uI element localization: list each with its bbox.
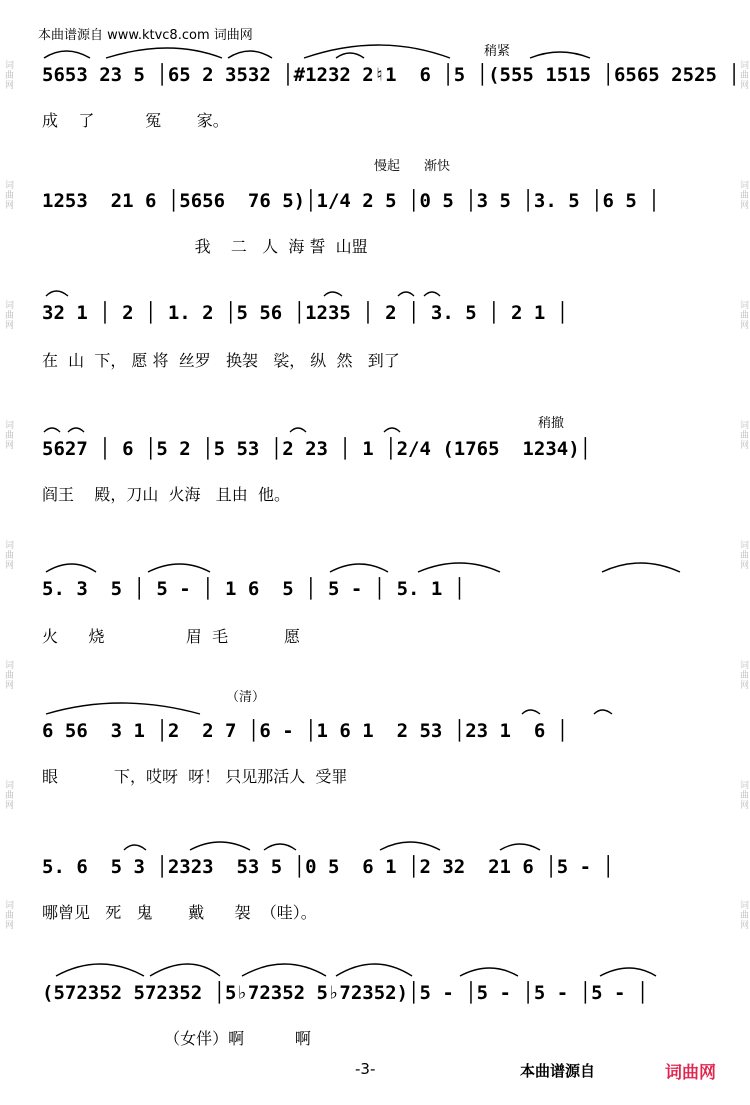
lyric-line-3: 在 山 下， 愿 将 丝罗 换袈 裟， 纵 然 到了 xyxy=(42,351,400,370)
watermark-left-8: 词曲网 xyxy=(3,900,13,930)
slur-arc xyxy=(324,292,342,296)
notation-line-7: 5. 6 5 3 │2323 53 5 │0 5 6 1 │2 32 21 6 │5 - │ xyxy=(42,856,614,878)
slur-arc xyxy=(190,842,250,850)
lyric-line-2: 我 二 人 海 誓 山盟 xyxy=(42,237,368,256)
slur-arc xyxy=(336,964,412,976)
slur-arc xyxy=(398,292,414,296)
watermark-left-1: 词曲网 xyxy=(3,60,13,90)
slur-arc xyxy=(106,48,222,58)
notation-line-4: 5627 │ 6 │5 2 │5 53 │2 23 │ 1 │2/4 (1765 1234)│ xyxy=(42,438,592,460)
watermark-right-8: 词曲网 xyxy=(738,900,748,930)
lyric-line-6: 眼 下，哎呀 呀！ 只见那活人 受罪 xyxy=(42,767,348,786)
slur-arc xyxy=(602,563,680,572)
slur-arc xyxy=(290,428,306,432)
lyric-line-1: 成 了 冤 家。 xyxy=(42,111,229,130)
slur-arc xyxy=(264,844,296,850)
watermark-right-4: 词曲网 xyxy=(738,420,748,450)
watermark-right-1: 词曲网 xyxy=(738,60,748,90)
slur-arc xyxy=(530,52,590,58)
slur-arc xyxy=(384,428,400,432)
notation-line-5: 5. 3 5 │ 5 - │ 1 6 5 │ 5 - │ 5. 1 │ xyxy=(42,578,466,600)
slur-arc xyxy=(424,292,440,296)
watermark-right-2: 词曲网 xyxy=(738,180,748,210)
watermark-right-6: 词曲网 xyxy=(738,660,748,690)
slur-arc xyxy=(68,428,84,432)
slur-arc xyxy=(242,964,326,976)
watermark-right-5: 词曲网 xyxy=(738,540,748,570)
watermark-left-2: 词曲网 xyxy=(3,180,13,210)
tempo-marking: 稍撤 xyxy=(538,416,565,431)
lyric-line-4: 阎王 殿，刀山 火海 且由 他。 xyxy=(42,485,290,504)
tempo-marking: 稍紧 xyxy=(484,44,511,59)
slur-arc xyxy=(148,564,210,572)
watermark-left-6: 词曲网 xyxy=(3,660,13,690)
notation-line-2: 1253 21 6 │5656 76 5)│1/4 2 5 │0 5 │3 5 │3. 5 │6 5 │ xyxy=(42,190,660,212)
footer-site-logo: 词曲网 xyxy=(665,1063,716,1083)
watermark-left-5: 词曲网 xyxy=(3,540,13,570)
slur-arc xyxy=(304,45,450,58)
slur-arc xyxy=(418,563,500,572)
source-header: 本曲谱源自 www.ktvc8.com 词曲网 xyxy=(38,28,253,43)
watermark-left-7: 词曲网 xyxy=(3,780,13,810)
lyric-line-7: 哪曾见 死 鬼 戴 袈 （哇）。 xyxy=(42,903,317,922)
expression-marking: （清） xyxy=(226,690,266,705)
notation-line-8: (572352 572352 │5♭72352 5♭72352)│5 - │5 - │5 - │5 - │ xyxy=(42,982,649,1004)
slur-arc xyxy=(46,291,68,296)
slur-arc xyxy=(336,53,364,58)
watermark-right-3: 词曲网 xyxy=(738,300,748,330)
slur-arc xyxy=(46,564,96,572)
notation-line-6: 6 56 3 1 │2 2 7 │6 - │1 6 1 2 53 │23 1 6 │ xyxy=(42,720,569,742)
slur-arc xyxy=(56,964,144,976)
slur-arc xyxy=(44,428,60,432)
watermark-left-4: 词曲网 xyxy=(3,420,13,450)
tempo-marking: 渐快 xyxy=(424,159,451,174)
watermark-right-7: 词曲网 xyxy=(738,780,748,810)
notation-line-3: 32 1 │ 2 │ 1. 2 │5 56 │1235 │ 2 │ 3. 5 │ 2 1 │ xyxy=(42,302,569,324)
watermark-left-3: 词曲网 xyxy=(3,300,13,330)
slur-arc xyxy=(46,703,200,714)
slur-arc xyxy=(124,845,146,850)
slur-arc xyxy=(522,710,540,714)
notation-line-1: 5653 23 5 │65 2 3532 │#1232 2♮1 6 │5 │(555 1515 │6565 2525 │ xyxy=(42,64,740,86)
lyric-line-5: 火 烧 眉 毛 愿 xyxy=(42,627,301,646)
tempo-marking: 慢起 xyxy=(374,159,401,174)
slur-arc xyxy=(600,968,656,976)
slur-arc xyxy=(500,844,540,850)
slur-arc xyxy=(150,964,220,976)
slur-arc xyxy=(380,842,440,850)
footer-source: 本曲谱源自 xyxy=(520,1062,596,1080)
lyric-line-8: （女伴）啊 啊 xyxy=(42,1029,311,1048)
slur-arc xyxy=(330,564,388,572)
slur-arc xyxy=(594,710,612,714)
slur-arc xyxy=(44,51,90,58)
page-number: -3- xyxy=(355,1060,376,1078)
slur-arc xyxy=(460,968,518,976)
slur-arc xyxy=(228,51,272,58)
